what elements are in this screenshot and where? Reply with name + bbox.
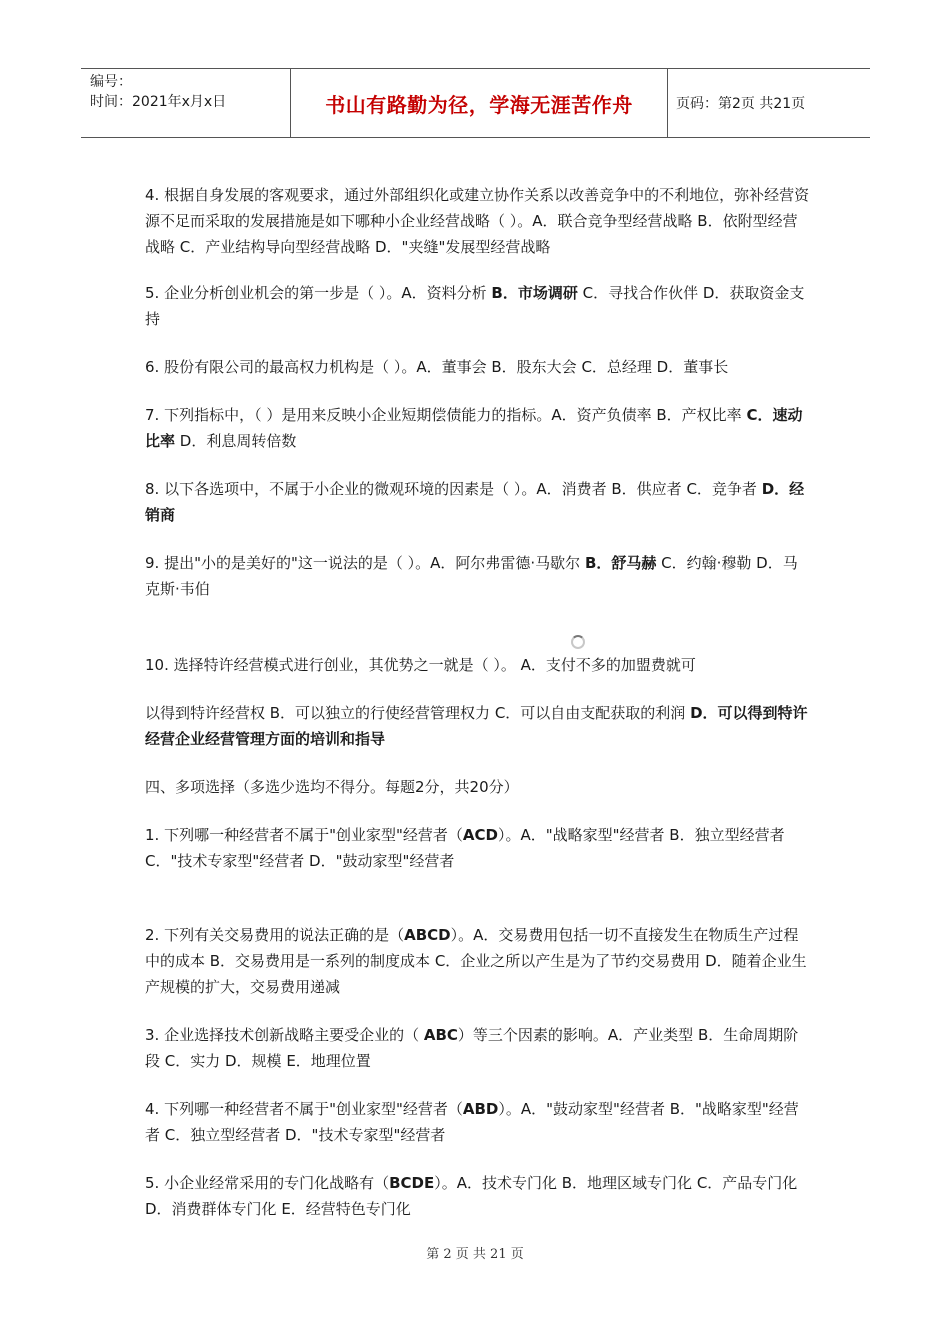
question-item: 9. 提出"小的是美好的"这一说法的是（ ）。A．阿尔弗雷德·马歇尔 B．舒马赫 C．约翰·穆勒 D．马克斯·韦伯 <box>145 554 798 598</box>
question-item: 4. 根据自身发展的客观要求，通过外部组织化或建立协作关系以改善竞争中的不利地位，弥补经营资源不足而采取的发展措施是如下哪种小企业经营战略（ ）。A．联合竞争型经营战略 B．依附型经营战略 C．产业结构导向型经营战略 D．"夹缝"发展型经营战略 <box>145 186 810 256</box>
answer-highlight: B．市场调研 <box>491 284 578 302</box>
question-item: 4. 下列哪一种经营者不属于"创业家型"经营者（ABD）。A．"鼓动家型"经营者 B．"战略家型"经营者 C．独立型经营者 D．"技术专家型"经营者 <box>145 1100 799 1144</box>
answer-highlight: ACD <box>462 826 498 844</box>
answer-highlight: D．可以得到特许经营企业经营管理方面的培训和指导 <box>145 704 808 748</box>
question-item: 1. 下列哪一种经营者不属于"创业家型"经营者（ACD）。A．"战略家型"经营者 B．独立型经营者 C．"技术专家型"经营者 D．"鼓动家型"经营者 <box>145 826 785 870</box>
page-header <box>81 68 870 138</box>
document-body <box>145 182 810 1222</box>
question-item: 3. 企业选择技术创新战略主要受企业的（ ABC）等三个因素的影响。A．产业类型 B．生命周期阶段 C．实力 D．规模 E．地理位置 <box>145 1026 799 1070</box>
question-item: 8. 以下各选项中，不属于小企业的微观环境的因素是（ ）。A．消费者 B．供应者 C．竞争者 D．经销商 <box>145 480 805 524</box>
question-item: 以得到特许经营权 B．可以独立的行使经营管理权力 C．可以自由支配获取的利润 D．可以得到特许经营企业经营管理方面的培训和指导 <box>145 704 808 748</box>
time-label: 时间：2021年x月x日 <box>90 94 227 110</box>
section-heading: 四、多项选择（多选少选均不得分。每题2分，共20分） <box>145 778 519 796</box>
question-item: 5. 企业分析创业机会的第一步是（ ）。A．资料分析 B．市场调研 C．寻找合作伙伴 D．获取资金支持 <box>145 284 805 328</box>
answer-highlight: ABCD <box>404 926 451 944</box>
question-item: 5. 小企业经常采用的专门化战略有（BCDE）。A．技术专门化 B．地理区域专门化 C．产品专门化 D．消费群体专门化 E．经营特色专门化 <box>145 1174 798 1218</box>
question-item: 10. 选择特许经营模式进行创业，其优势之一就是（ ）。 A．支付不多的加盟费就可 <box>145 656 696 674</box>
loading-spinner-icon <box>571 635 585 649</box>
page-footer: 第 2 页 共 21 页 <box>426 1247 524 1262</box>
number-label: 编号： <box>90 74 132 90</box>
header-meta <box>81 69 291 137</box>
answer-highlight: C．速动比率 <box>145 406 803 450</box>
answer-highlight: ABD <box>462 1100 499 1118</box>
answer-highlight: ABC <box>423 1026 458 1044</box>
answer-highlight: D．经销商 <box>145 480 805 524</box>
question-item: 6. 股份有限公司的最高权力机构是（ ）。A．董事会 B．股东大会 C．总经理 D．董事长 <box>145 358 729 376</box>
header-page-label: 页码：第2页 共21页 <box>676 96 806 112</box>
header-motto: 书山有路勤为径，学海无涯苦作舟 <box>291 69 668 137</box>
answer-highlight: B．舒马赫 <box>584 554 657 572</box>
question-item: 7. 下列指标中，（ ）是用来反映小企业短期偿债能力的指标。A．资产负债率 B．产权比率 C．速动比率 D．利息周转倍数 <box>145 406 803 450</box>
question-item: 2. 下列有关交易费用的说法正确的是（ABCD）。A．交易费用包括一切不直接发生在物质生产过程中的成本 B．交易费用是一系列的制度成本 C．企业之所以产生是为了节约交易费用 D．随着企业生产规模的扩大，交易费用递减 <box>145 926 807 996</box>
answer-highlight: BCDE <box>389 1174 435 1192</box>
